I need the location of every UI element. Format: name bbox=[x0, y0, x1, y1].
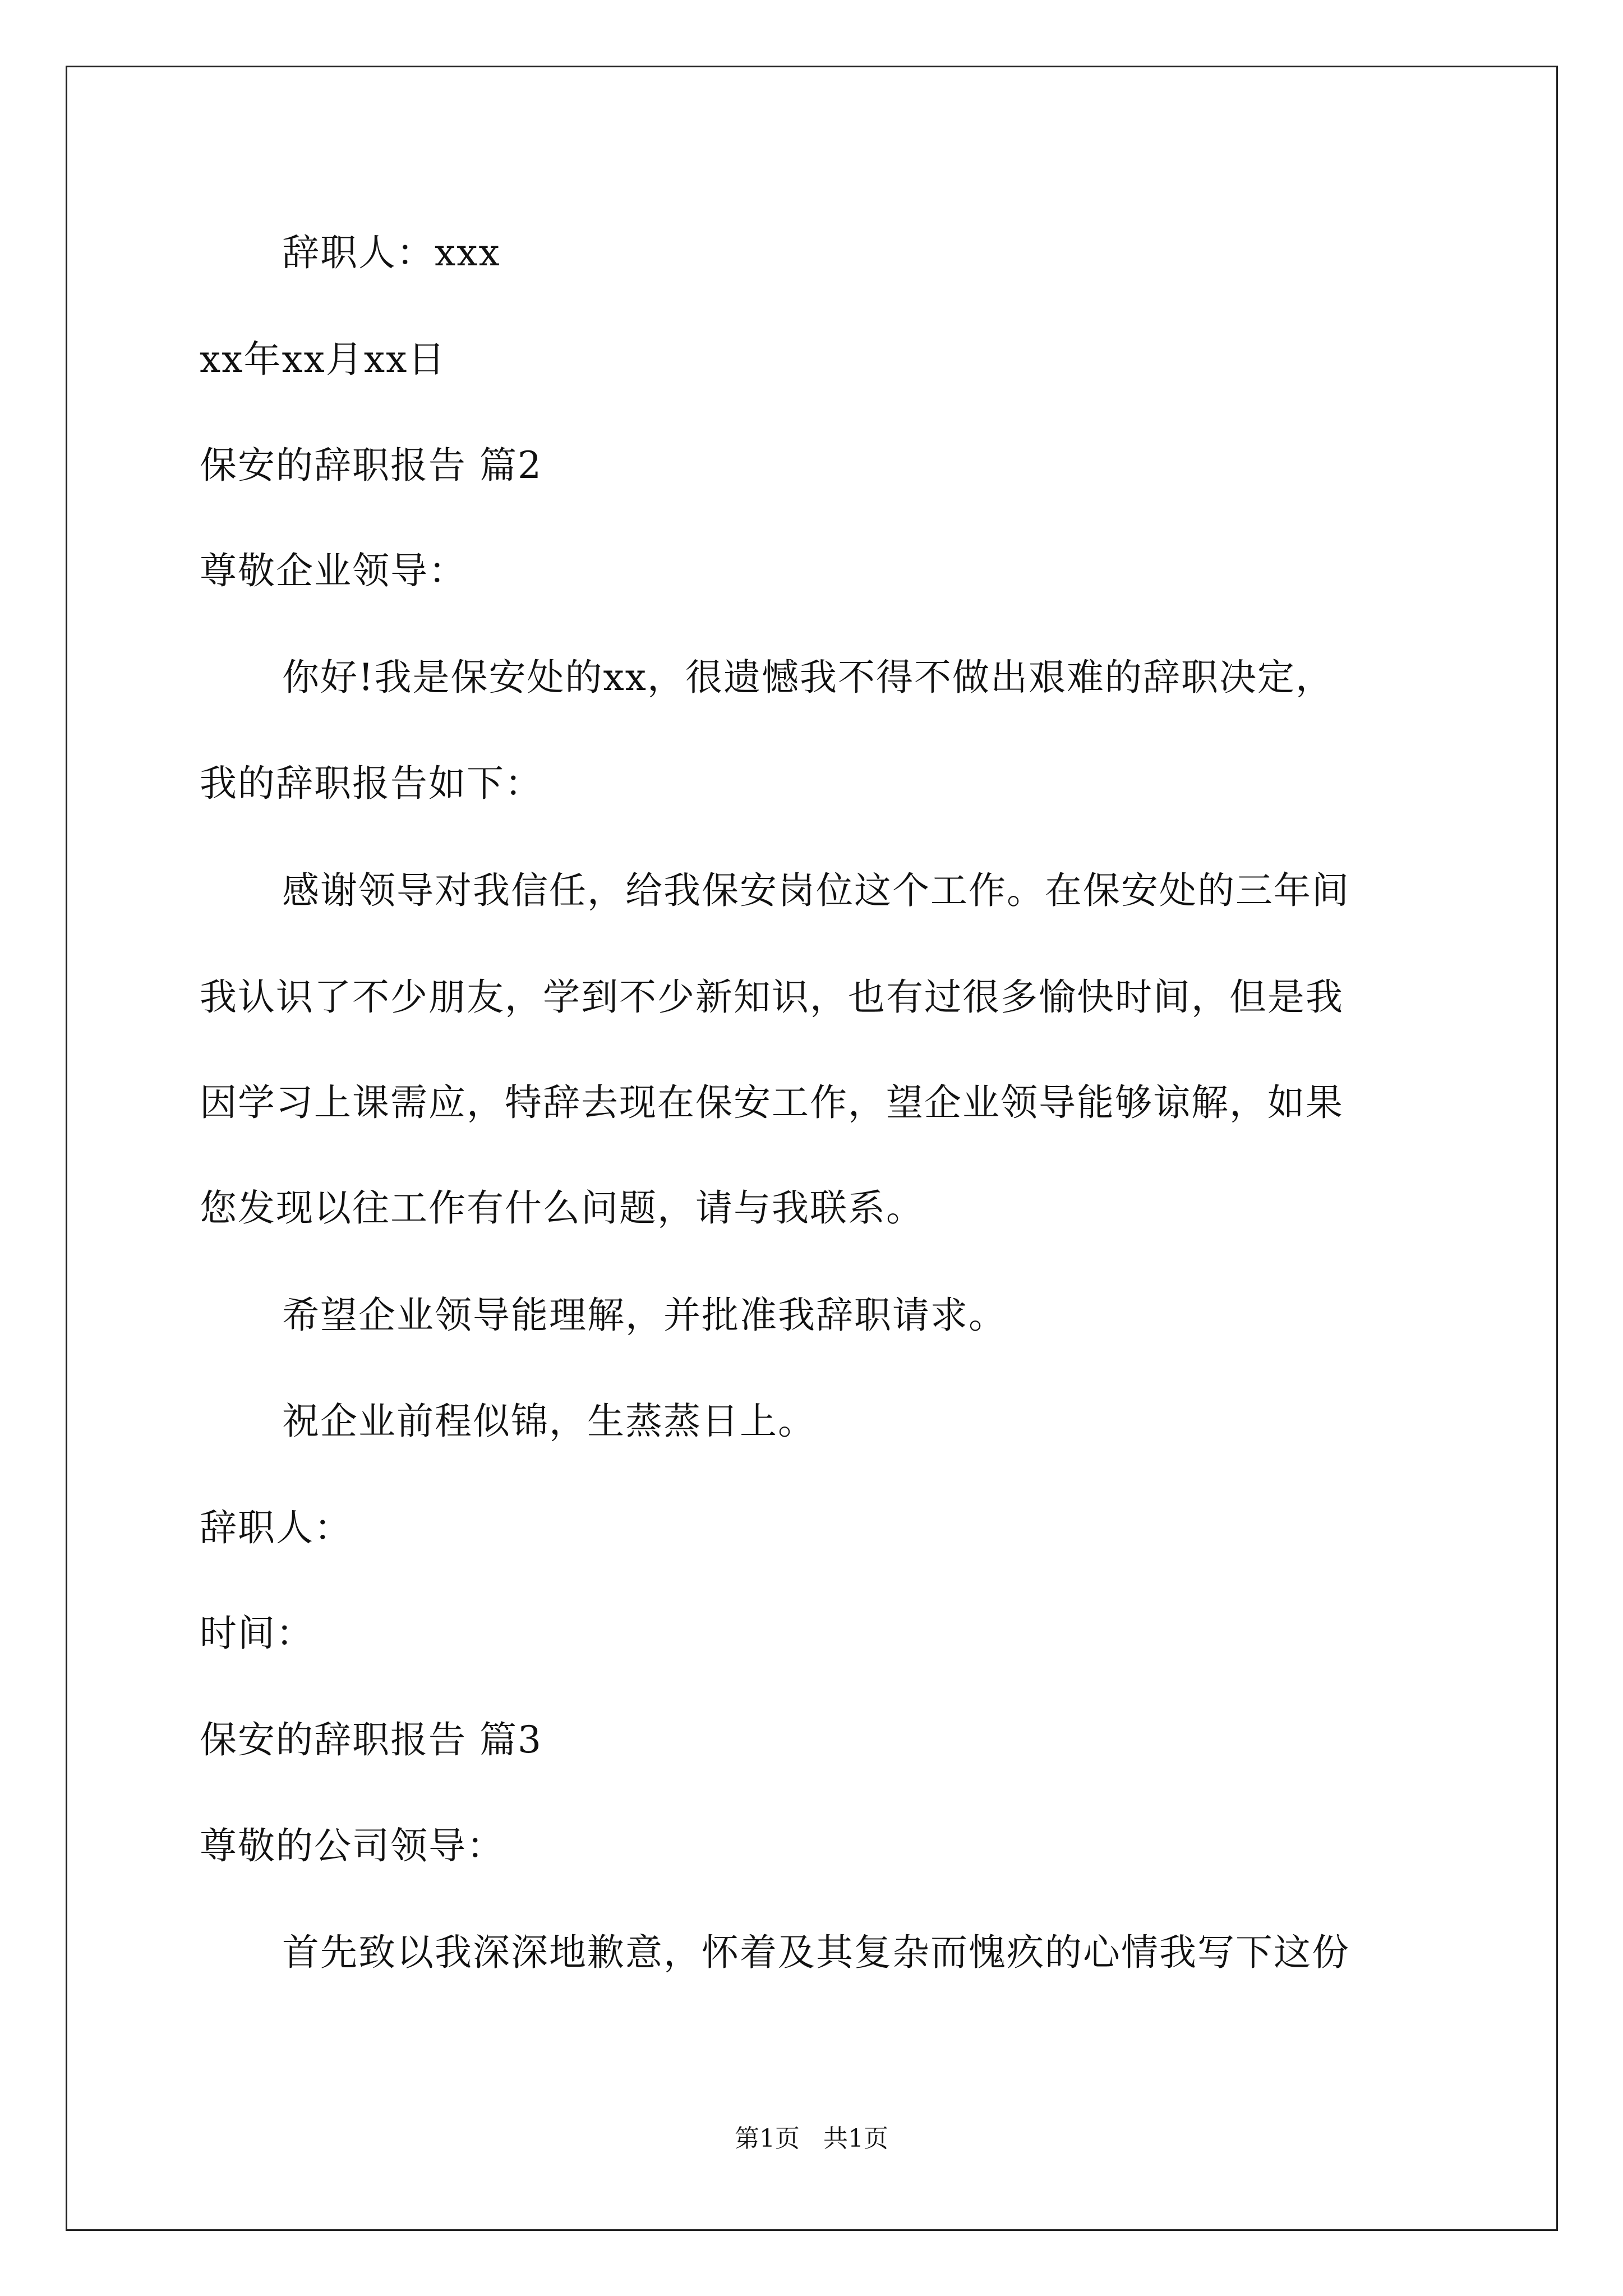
paragraph-line: 我认识了不少朋友，学到不少新知识，也有过很多愉快时间，但是我 bbox=[200, 976, 1344, 1019]
salutation: 尊敬企业领导： bbox=[200, 549, 467, 592]
date-line: xx年xx月xx日 bbox=[200, 338, 446, 381]
section-heading: 保安的辞职报告 篇3 bbox=[200, 1718, 542, 1761]
paragraph-line: 你好!我是保安处的xx，很遗憾我不得不做出艰难的辞职决定， bbox=[282, 656, 1334, 699]
page-footer: 第1页 共1页 bbox=[735, 2124, 888, 2153]
paragraph-line: 希望企业领导能理解，并批准我辞职请求。 bbox=[282, 1294, 1007, 1337]
page-border bbox=[66, 66, 1558, 2231]
paragraph-line: 首先致以我深深地歉意，怀着及其复杂而愧疚的心情我写下这份 bbox=[282, 1931, 1350, 1974]
paragraph-line: 感谢领导对我信任，给我保安岗位这个工作。在保安处的三年间 bbox=[282, 869, 1350, 912]
paragraph-line: 因学习上课需应，特辞去现在保安工作，望企业领导能够谅解，如果 bbox=[200, 1081, 1344, 1124]
paragraph-line: 我的辞职报告如下： bbox=[200, 762, 543, 805]
salutation: 尊敬的公司领导： bbox=[200, 1824, 505, 1867]
section-heading: 保安的辞职报告 篇2 bbox=[200, 444, 542, 487]
paragraph-line: 祝企业前程似锦，生蒸蒸日上。 bbox=[282, 1400, 816, 1443]
signature-label: 辞职人： bbox=[200, 1506, 352, 1549]
paragraph-line: 您发现以往工作有什么问题，请与我联系。 bbox=[200, 1186, 924, 1230]
signature-line: 辞职人：xxx bbox=[282, 231, 501, 274]
time-label: 时间： bbox=[200, 1612, 314, 1655]
